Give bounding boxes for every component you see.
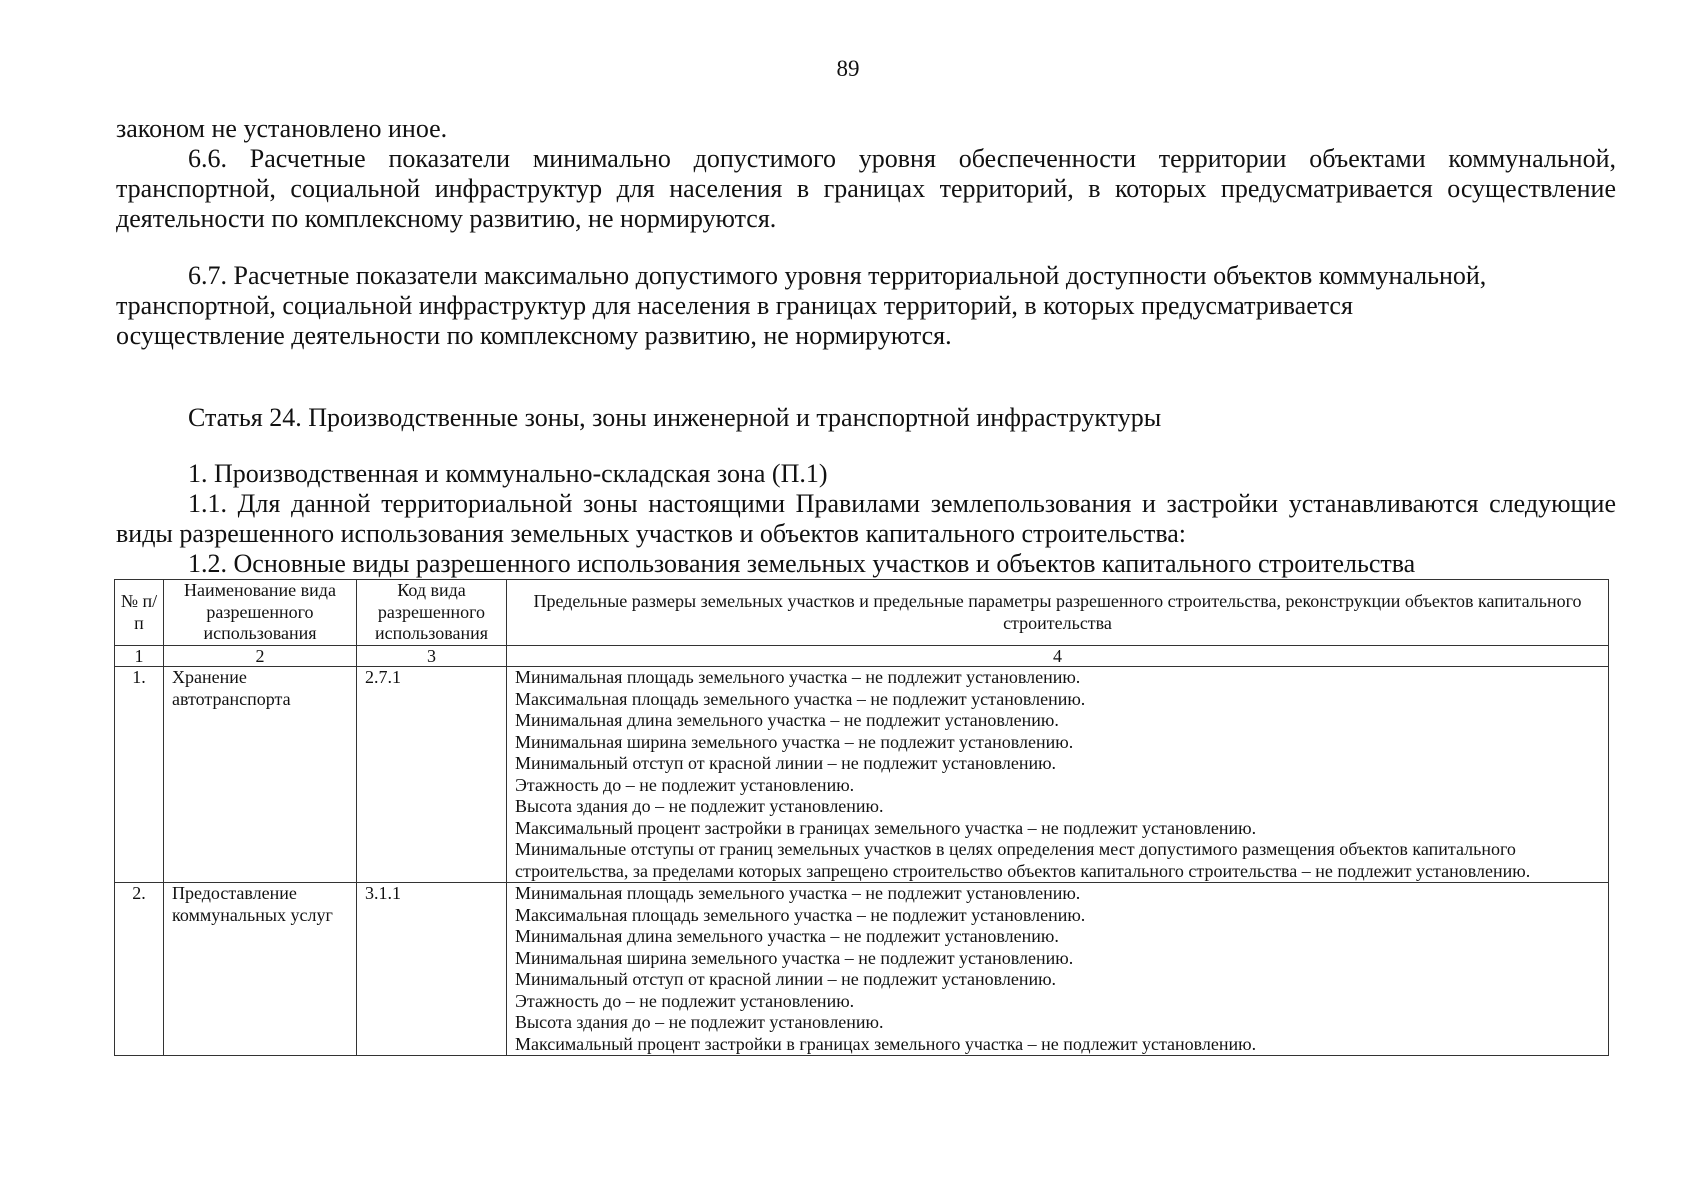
header-num: № п/п <box>115 580 164 646</box>
param-line: Минимальный отступ от красной линии – не подлежит установлению. <box>515 753 1057 773</box>
header-code: Код вида разрешенного использования <box>357 580 507 646</box>
column-number: 1 <box>115 646 164 667</box>
column-number: 4 <box>507 646 1609 667</box>
param-line: Этажность до – не подлежит установлению. <box>515 774 855 795</box>
param-line: Минимальная площадь земельного участка – не подлежит установлению. <box>515 667 1081 687</box>
paragraph-1-1: 1.1. Для данной территориальной зоны настоящими Правилами землепользования и застройки устанавливаются следующие виды разрешенного использования земельных участков и объектов капитального строительства: <box>116 489 1616 548</box>
paragraph-6-7-line-3: осуществление деятельности по комплексному развитию, не нормируются. <box>116 321 952 350</box>
page-number: 89 <box>836 56 860 81</box>
column-number-row <box>115 646 1609 667</box>
row-use-code: 2.7.1 <box>357 667 507 883</box>
header-params: Предельные размеры земельных участков и предельные параметры разрешенного строительства, реконструкции объектов капитального строительства <box>507 580 1609 646</box>
table-row <box>115 883 1609 1056</box>
paragraph-6-7-line-2: транспортной, социальной инфраструктур для населения в границах территорий, в которых предусматривается <box>116 291 1353 320</box>
paragraph-6-6: 6.6. Расчетные показатели минимально допустимого уровня обеспеченности территории объектами коммунальной, транспортной, социальной инфраструктур для населения в границах территорий, в которых предусматривается осуществление деятельности по комплексному развитию, не нормируются. <box>116 144 1616 233</box>
paragraph-1-2: 1.2. Основные виды разрешенного использования земельных участков и объектов капитального строительства <box>188 549 1416 578</box>
param-line: Минимальная длина земельного участка – не подлежит установлению. <box>515 926 1059 946</box>
row-use-name: Предоставление коммунальных услуг <box>164 883 357 1056</box>
param-line: Максимальная площадь земельного участка – не подлежит установлению. <box>515 904 1086 925</box>
table-header-row <box>115 580 1609 646</box>
header-name: Наименование вида разрешенного использования <box>164 580 357 646</box>
param-line: Минимальный отступ от красной линии – не подлежит установлению. <box>515 969 1057 989</box>
zone-section <box>116 459 1616 579</box>
param-line: Минимальная ширина земельного участка – не подлежит установлению. <box>515 947 1074 968</box>
param-line: Высота здания до – не подлежит установлению. <box>515 796 884 816</box>
param-line: Минимальная ширина земельного участка – не подлежит установлению. <box>515 731 1074 752</box>
article-heading: Статья 24. Производственные зоны, зоны инженерной и транспортной инфраструктуры <box>188 403 1162 432</box>
param-line: Минимальная площадь земельного участка – не подлежит установлению. <box>515 883 1081 903</box>
paragraph-6-7-line-1: 6.7. Расчетные показатели максимально допустимого уровня территориальной доступности объектов коммунальной, <box>188 261 1487 290</box>
column-number: 2 <box>164 646 357 667</box>
permitted-use-table <box>114 579 1609 1056</box>
param-line: Максимальный процент застройки в границах земельного участка – не подлежит установлению. <box>515 817 1257 838</box>
row-params <box>507 667 1609 883</box>
param-line: Максимальный процент застройки в границах земельного участка – не подлежит установлению. <box>515 1033 1257 1054</box>
row-num: 1. <box>115 667 164 883</box>
paragraph-continuation: законом не установлено иное. <box>116 114 448 143</box>
row-use-code: 3.1.1 <box>357 883 507 1056</box>
row-num: 2. <box>115 883 164 1056</box>
param-line: Высота здания до – не подлежит установлению. <box>515 1012 884 1032</box>
param-line: Этажность до – не подлежит установлению. <box>515 990 855 1011</box>
param-line: Минимальные отступы от границ земельных участков в целях определения мест допустимого размещения объектов капитального строительства, за пределами которых запрещено строительство объектов капитального строительства – не подлежит установлению. <box>515 839 1531 881</box>
param-line: Максимальная площадь земельного участка – не подлежит установлению. <box>515 688 1086 709</box>
zone-heading: 1. Производственная и коммунально-складская зона (П.1) <box>188 459 828 488</box>
paragraph-6-7 <box>116 261 1616 351</box>
row-params <box>507 883 1609 1056</box>
column-number: 3 <box>357 646 507 667</box>
intro-text <box>116 114 1616 234</box>
param-line: Минимальная длина земельного участка – не подлежит установлению. <box>515 710 1059 730</box>
article-heading-block <box>116 403 1616 433</box>
row-use-name: Хранение автотранспорта <box>164 667 357 883</box>
table-row <box>115 667 1609 883</box>
